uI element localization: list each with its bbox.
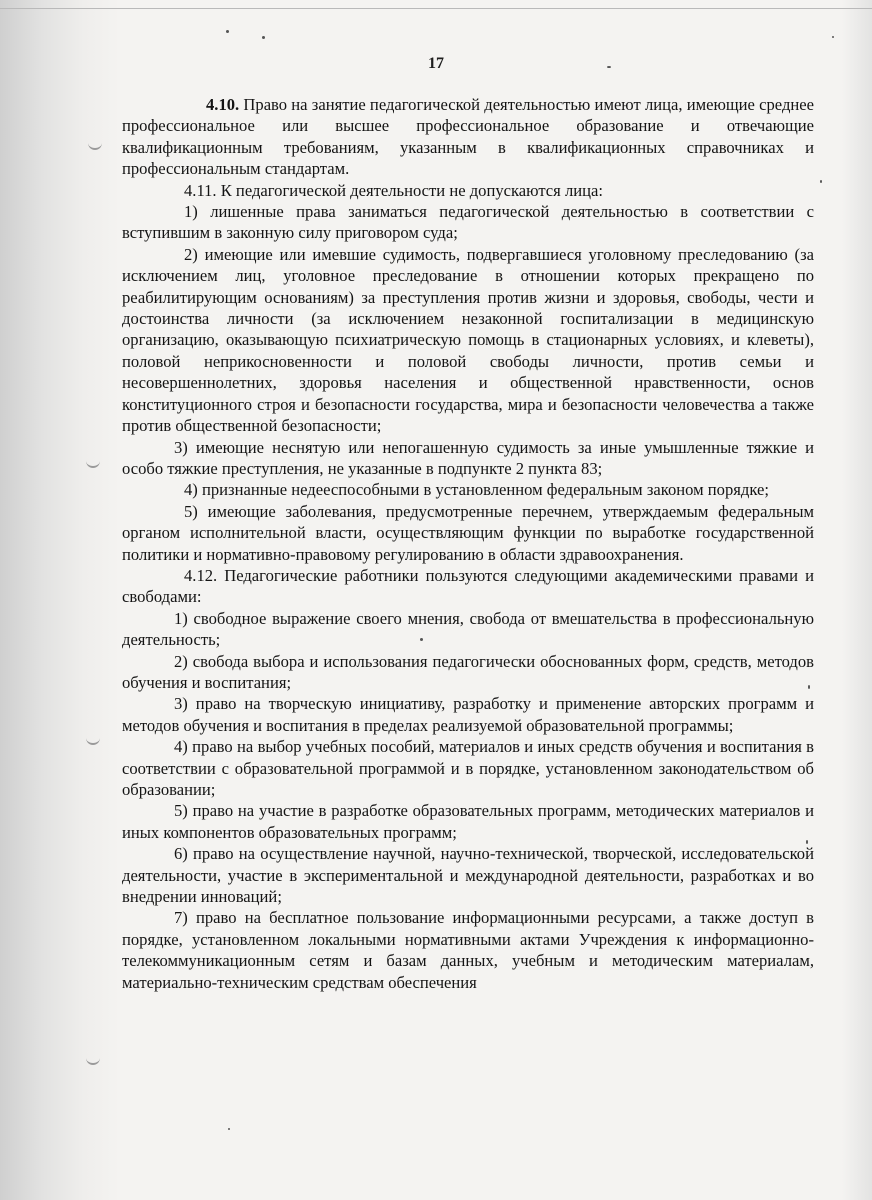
- scan-speck: [226, 30, 229, 33]
- paragraph-4-10: [122, 94, 814, 180]
- paragraph-number: 4.10.: [206, 95, 240, 114]
- list-item: 4) признанные недееспособными в установленном федеральным законом порядке;: [184, 480, 769, 500]
- scan-speck: [820, 180, 822, 183]
- scan-shadow-right: [842, 0, 872, 1200]
- list-item: 5) имеющие заболевания, предусмотренные перечнем, утверждаемым федеральным органом исполнительной власти, осуществляющим функции по выработке государственной политики и нормативно-правовому регулированию в области здравоохранения.: [122, 501, 814, 564]
- list-item: 6) право на осуществление научной, научно-технической, творческой, исследовательской деятельности, участие в экспериментальной и международной деятельности, разработках и во внедрении инноваций;: [122, 844, 814, 907]
- list-item: 5) право на участие в разработке образовательных программ, методических материалов и иных компонентов образовательных программ;: [122, 801, 814, 842]
- list-item: 2) свобода выбора и использования педагогически обоснованных форм, средств, методов обучения и воспитания;: [122, 651, 814, 692]
- list-item: 1) лишенные права заниматься педагогической деятельностью в соответствии с вступившим в законную силу приговором суда;: [122, 202, 814, 243]
- paragraph-4-12: 4.12. Педагогические работники пользуются следующими академическими правами и свободами:: [122, 565, 814, 607]
- scan-shadow-left: [0, 0, 120, 1200]
- list-item: 3) право на творческую инициативу, разработку и применение авторских программ и методов обучения и воспитания в пределах реализуемой образовательной программы;: [122, 694, 814, 735]
- page-number: 17: [428, 55, 444, 72]
- scan-speck: [228, 1128, 230, 1130]
- list-item: 3) имеющие неснятую или непогашенную судимость за иные умышленные тяжкие и особо тяжкие преступления, не указанные в подпункте 2 пункта 83;: [122, 437, 814, 478]
- scan-speck: [832, 36, 834, 38]
- list-item: 7) право на бесплатное пользование информационными ресурсами, а также доступ в порядке, установленном локальными нормативными актами Учреждения к информационно-телекоммуникационным сетям и базам данных, учебным и методическим материалам, материально-техническим средствам обеспечения: [122, 908, 814, 992]
- list-item: 4) право на выбор учебных пособий, материалов и иных средств обучения и воспитания в соответствии с образовательной программой и в порядке, установленном законодательством об образовании;: [122, 737, 814, 799]
- paragraph-text: Право на занятие педагогической деятельностью имеют лица, имеющие среднее профессиональное или высшее профессиональное образование и отвечающие квалификационным требованиям, указанным в квалификационных справочниках и профессиональным стандартам.: [122, 95, 814, 179]
- paragraph-4-11: 4.11. К педагогической деятельности не допускаются лица:: [184, 180, 603, 200]
- list-item: 2) имеющие или имевшие судимость, подвергавшиеся уголовному преследованию (за исключением лиц, уголовное преследование в отношении которых прекращено по реабилитирующим основаниям) за преступления против жизни и здоровья, свободы, чести и достоинства личности (за исключением незаконной госпитализации в медицинскую организацию, оказывающую психиатрическую помощь в стационарных условиях, и клеветы), половой неприкосновенности и половой свободы личности, против семьи и несовершеннолетних, здоровья населения и общественной нравственности, основ конституционного строя и безопасности государства, мира и безопасности человечества а также против общественной безопасности;: [122, 244, 814, 436]
- scan-top-edge: [0, 8, 872, 9]
- list-item: 1) свободное выражение своего мнения, свобода от вмешательства в профессиональную деятельность;: [122, 608, 814, 650]
- scan-speck: [262, 36, 265, 39]
- document-body: [122, 94, 814, 993]
